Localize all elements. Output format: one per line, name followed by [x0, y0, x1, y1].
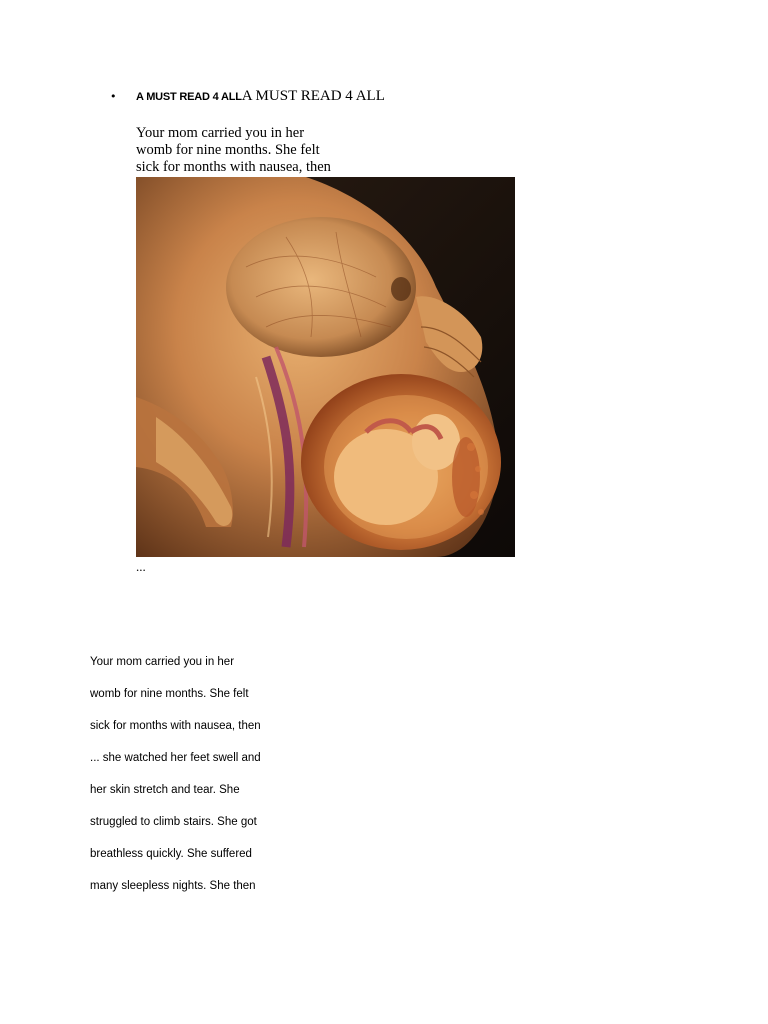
pregnancy-anatomy-image [136, 177, 515, 557]
body-line: struggled to climb stairs. She got [90, 816, 257, 828]
body-paragraph [90, 652, 390, 908]
body-line: breathless quickly. She suffered [90, 848, 252, 860]
body-line: sick for months with nausea, then [90, 720, 261, 732]
body-line: her skin stretch and tear. She [90, 784, 240, 796]
ellipsis-text: ... [136, 559, 146, 574]
bullet-heading [110, 88, 385, 110]
intro-line: sick for months with nausea, then [136, 159, 331, 175]
intro-paragraph [136, 125, 496, 176]
body-line: ... she watched her feet swell and [90, 752, 261, 764]
body-line: womb for nine months. She felt [90, 688, 249, 700]
body-line: many sleepless nights. She then [90, 880, 256, 892]
body-line: Your mom carried you in her [90, 656, 235, 668]
heading-serif-text: A MUST READ 4 ALL [241, 88, 385, 104]
intro-line: Your mom carried you in her [136, 125, 305, 141]
bullet-icon: • [110, 90, 117, 103]
heading-bold-text: A MUST READ 4 ALL [136, 91, 242, 103]
intro-line: womb for nine months. She felt [136, 142, 320, 158]
